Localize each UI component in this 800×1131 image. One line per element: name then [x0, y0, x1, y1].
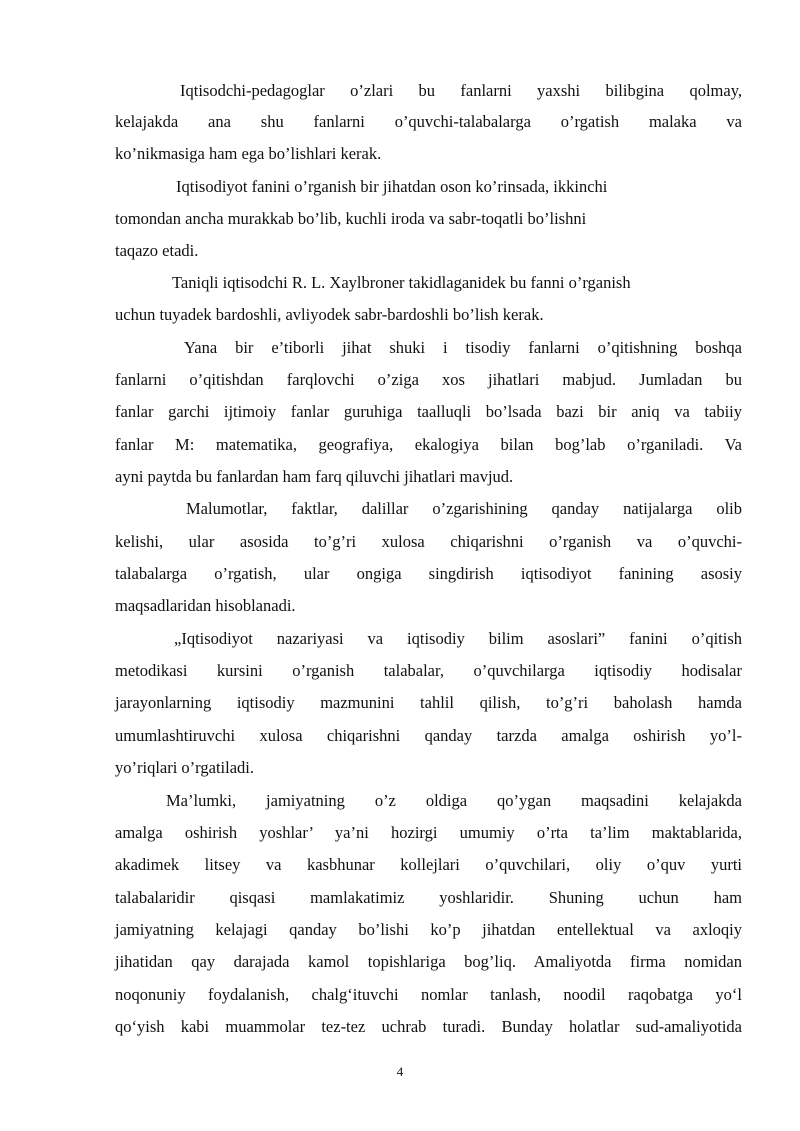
paragraph-4-line-5: ayni paytda bu fanlardan ham farq qiluvchi jihatlari mavjud. [115, 467, 514, 486]
paragraph-6-line-1: „Iqtisodiyot nazariyasi va iqtisodiy bilim asoslari” fanini o’qitish [174, 629, 742, 648]
paragraph-4-line-2: fanlarni o’qitishdan farqlovchi o’ziga xos jihatlari mabjud. Jumladan bu [115, 370, 742, 389]
paragraph-6-line-3: jarayonlarning iqtisodiy mazmunini tahlil qilish, to’g’ri baholash hamda [115, 693, 742, 712]
paragraph-2-line-1: Iqtisodiyot fanini o’rganish bir jihatdan oson ko’rinsada, ikkinchi [176, 177, 608, 196]
paragraph-5-line-4: maqsadlaridan hisoblanadi. [115, 596, 296, 615]
paragraph-4-line-3: fanlar garchi ijtimoiy fanlar guruhiga taalluqli bo’lsada bazi bir aniq va tabiiy [115, 402, 742, 421]
paragraph-2-line-3: taqazo etadi. [115, 241, 199, 260]
paragraph-7-line-3: akadimek litsey va kasbhunar kollejlari o’quvchilari, oliy o’quv yurti [115, 855, 742, 874]
paragraph-5-line-2: kelishi, ular asosida to’g’ri xulosa chiqarishni o’rganish va o’quvchi- [115, 532, 742, 551]
paragraph-3-line-1: Taniqli iqtisodchi R. L. Xaylbroner takidlaganidek bu fanni o’rganish [172, 273, 631, 292]
paragraph-4-line-4: fanlar M: matematika, geografiya, ekalogiya bilan bog’lab o’rganiladi. Va [115, 435, 742, 454]
paragraph-6-line-2: metodikasi kursini o’rganish talabalar, o’quvchilarga iqtisodiy hodisalar [115, 661, 742, 680]
paragraph-5-line-1: Malumotlar, faktlar, dalillar o’zgarishining qanday natijalarga olib [186, 499, 742, 518]
paragraph-7-line-7: noqonuniy foydalanish, chalg‘ituvchi nomlar tanlash, noodil raqobatga yo‘l [115, 985, 742, 1004]
paragraph-3-line-2: uchun tuyadek bardoshli, avliyodek sabr-bardoshli bo’lish kerak. [115, 305, 544, 324]
paragraph-7-line-2: amalga oshirish yoshlar’ ya’ni hozirgi umumiy o’rta ta’lim maktablarida, [115, 823, 742, 842]
paragraph-5-line-3: talabalarga o’rgatish, ular ongiga singdirish iqtisodiyot fanining asosiy [115, 564, 742, 583]
paragraph-6-line-5: yo’riqlari o’rgatiladi. [115, 758, 254, 777]
paragraph-7-line-6: jihatidan qay darajada kamol topishlariga bog’liq. Amaliyotda firma nomidan [115, 952, 742, 971]
paragraph-1-line-3: ko’nikmasiga ham ega bo’lishlari kerak. [115, 144, 382, 163]
paragraph-7-line-4: talabalaridir qisqasi mamlakatimiz yoshlaridir. Shuning uchun ham [115, 888, 742, 907]
paragraph-7-line-1: Ma’lumki, jamiyatning o’z oldiga qo’ygan maqsadini kelajakda [166, 791, 742, 810]
paragraph-6-line-4: umumlashtiruvchi xulosa chiqarishni qanday tarzda amalga oshirish yo’l- [115, 726, 742, 745]
paragraph-4-line-1: Yana bir e’tiborli jihat shuki i tisodiy fanlarni o’qitishning boshqa [184, 338, 742, 357]
paragraph-1-line-2: kelajakda ana shu fanlarni o’quvchi-talabalarga o’rgatish malaka va [115, 112, 742, 131]
paragraph-2-line-2: tomondan ancha murakkab bo’lib, kuchli iroda va sabr-toqatli bo’lishni [115, 209, 587, 228]
paragraph-7-line-8: qo‘yish kabi muammolar tez-tez uchrab turadi. Bunday holatlar sud-amaliyotida [115, 1017, 742, 1036]
page-number: 4 [396, 1064, 404, 1079]
paragraph-1-line-1: Iqtisodchi-pedagoglar o’zlari bu fanlarni yaxshi bilibgina qolmay, [180, 81, 742, 100]
paragraph-7-line-5: jamiyatning kelajagi qanday bo’lishi ko’p jihatdan entellektual va axloqiy [115, 920, 742, 939]
